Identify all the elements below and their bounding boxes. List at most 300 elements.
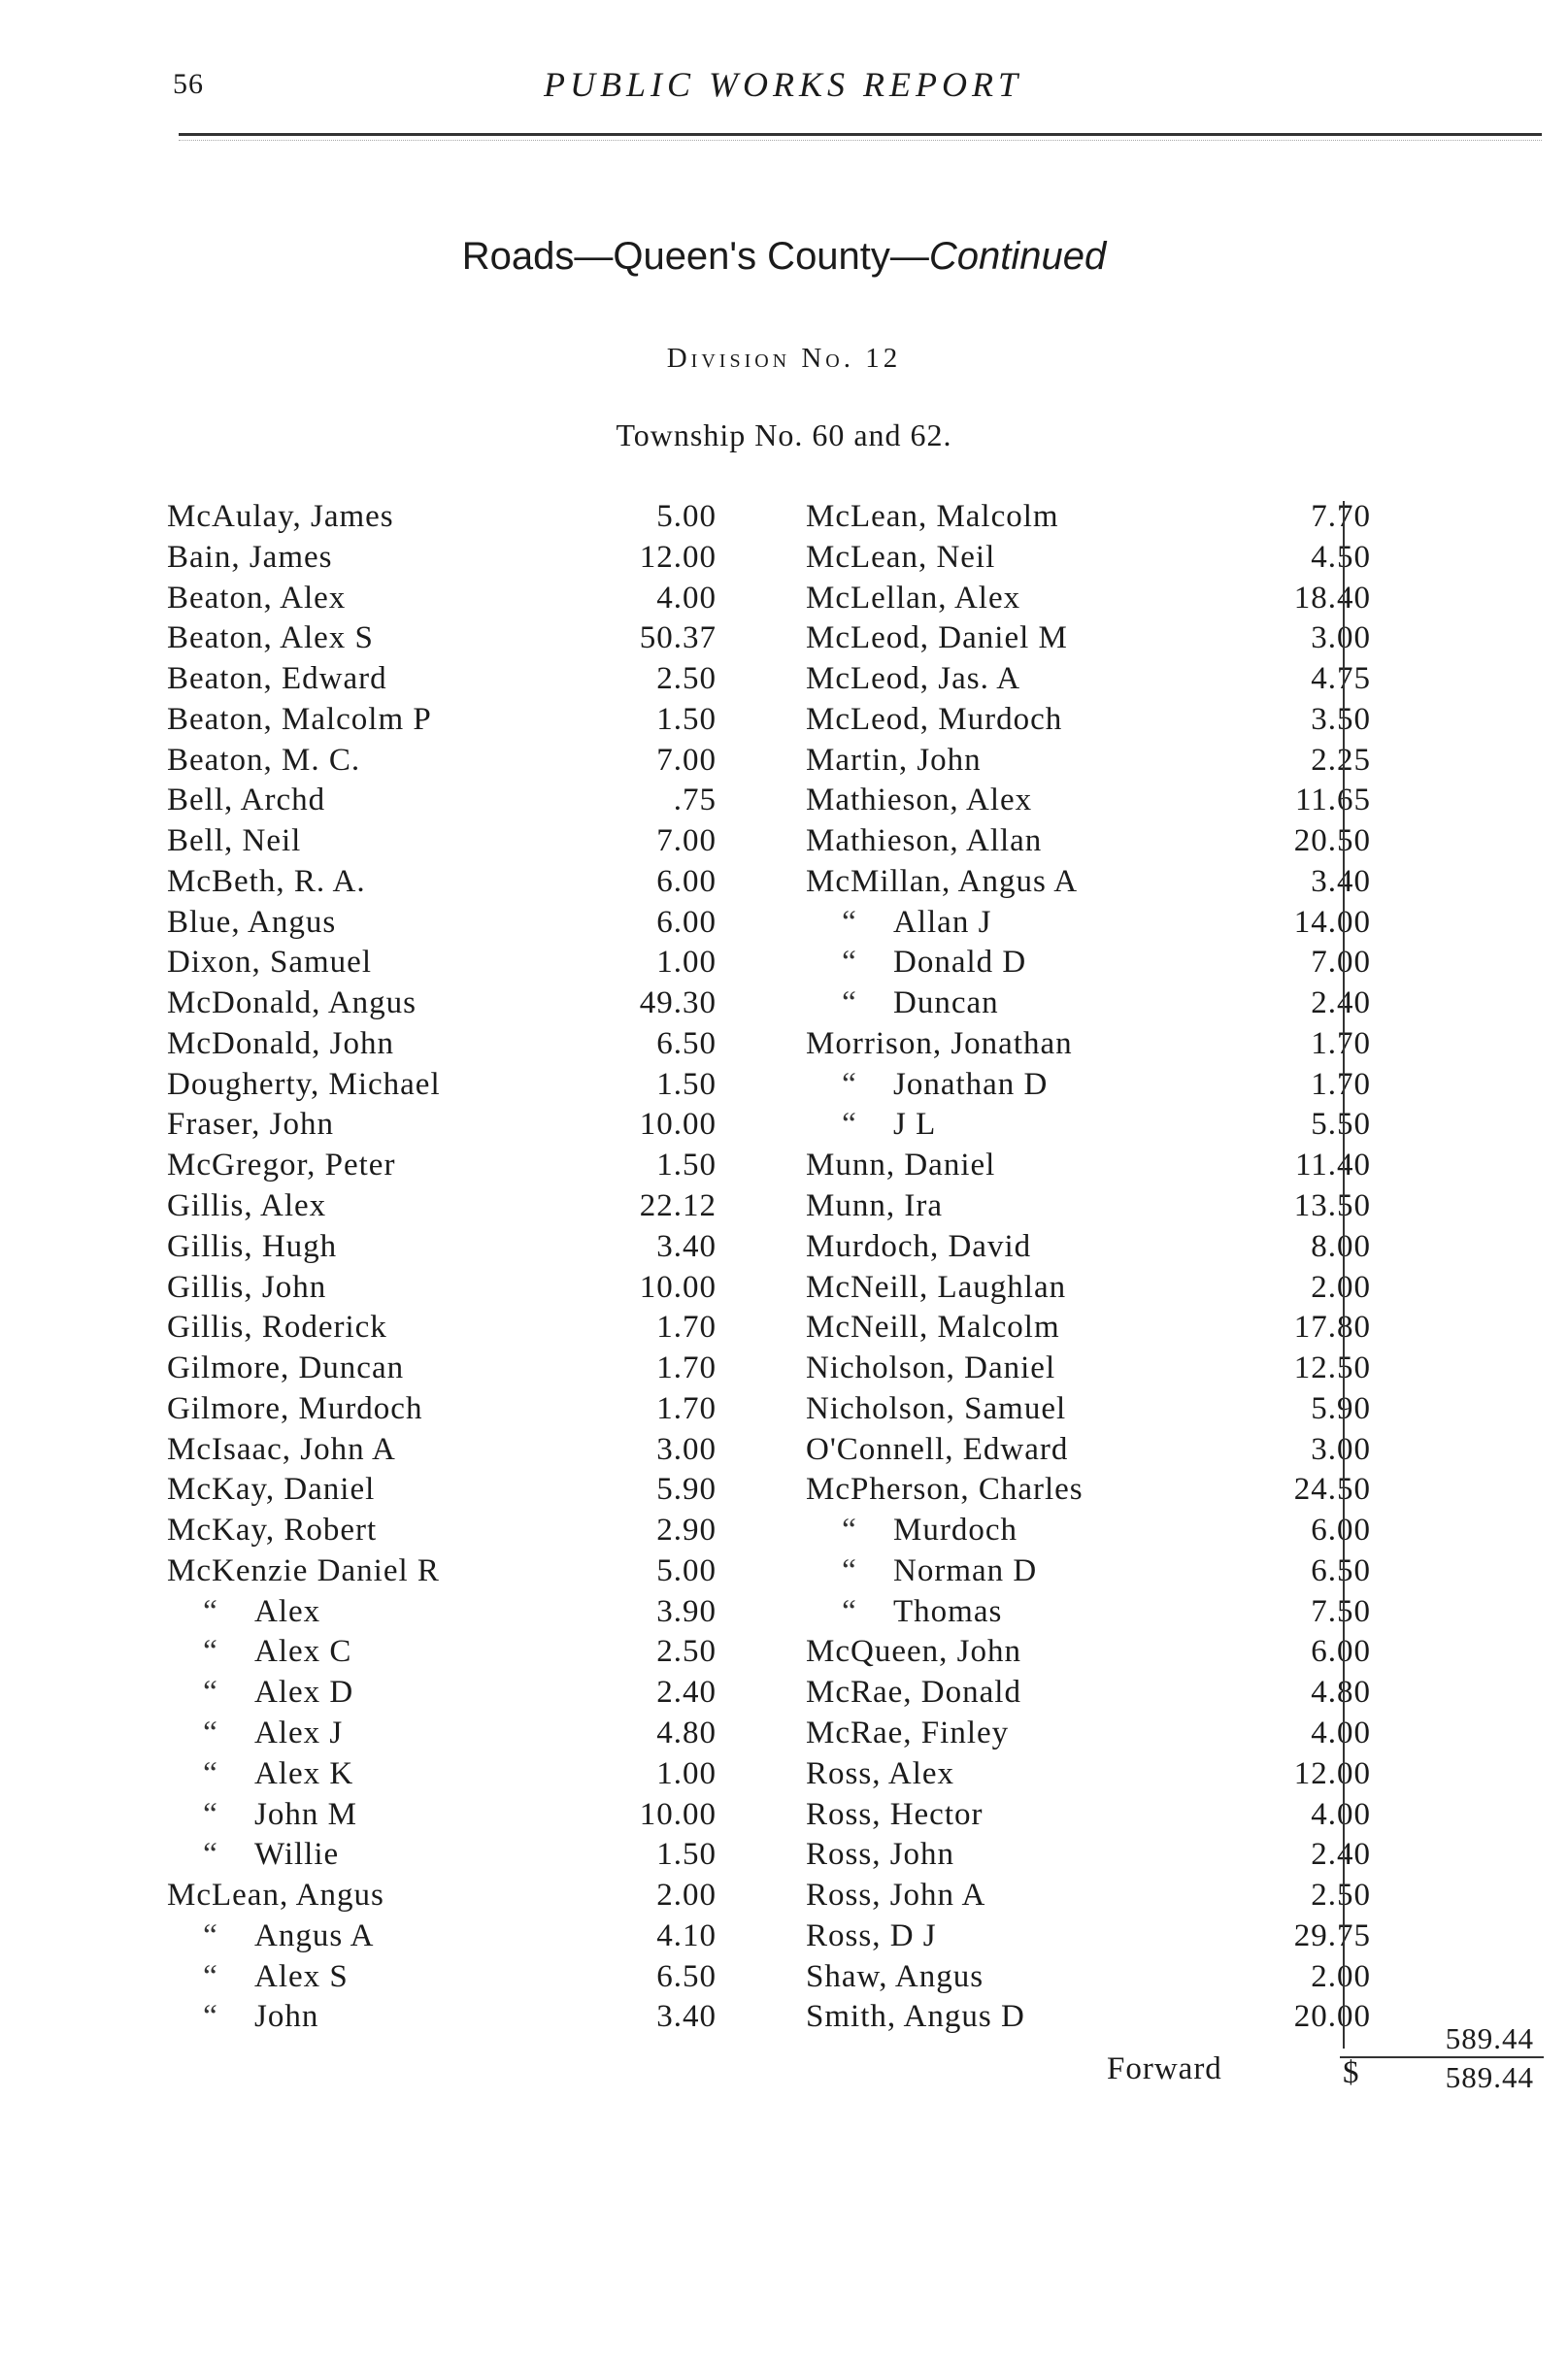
division-heading: Division No. 12 <box>666 343 902 374</box>
payment-amount: 12.00 <box>639 539 717 575</box>
payment-amount: 6.50 <box>656 1025 717 1061</box>
ledger-row <box>167 1673 717 1714</box>
payee-name-text: Beaton, M. C. <box>167 742 361 778</box>
ledger-row <box>806 1835 1371 1876</box>
payment-amount: 2.50 <box>1311 1878 1371 1914</box>
payment-amount: 4.75 <box>1311 661 1371 697</box>
currency-symbol: $ <box>1343 2055 1359 2090</box>
payee-name-text: Blue, Angus <box>167 904 337 940</box>
payee-name-text: Jonathan D <box>893 1066 1049 1102</box>
payee-name-text: Shaw, Angus <box>806 1958 984 1994</box>
payee-name <box>167 579 346 619</box>
section-title <box>0 235 1568 279</box>
ledger-row <box>167 1916 717 1957</box>
payee-name <box>806 1349 1055 1389</box>
payment-amount: .75 <box>673 783 717 818</box>
payment-amount: 1.50 <box>656 701 717 737</box>
payee-name-text: McDonald, Angus <box>167 985 417 1021</box>
payee-name <box>167 943 372 983</box>
payment-amount: 6.00 <box>1311 1513 1371 1549</box>
payment-amount: 11.40 <box>1294 1148 1371 1183</box>
payee-name-text: McLeod, Daniel M <box>806 620 1068 656</box>
amount-column-rule <box>1343 501 1345 2049</box>
payment-amount: 3.00 <box>1311 1431 1371 1467</box>
payment-amount: 6.50 <box>656 1958 717 1994</box>
payment-amount: 18.40 <box>1293 580 1371 616</box>
payee-name <box>167 1268 326 1309</box>
payee-name <box>806 700 1062 741</box>
payee-name-text: Bell, Archd <box>167 783 326 818</box>
payee-name-text: Beaton, Alex <box>167 580 347 616</box>
ledger-row <box>806 618 1371 659</box>
ledger-row <box>806 1511 1371 1551</box>
payee-name <box>167 1795 357 1836</box>
ledger-row <box>806 781 1371 821</box>
ledger-row <box>167 618 717 659</box>
ledger-row <box>806 943 1371 983</box>
payee-name-text: Beaton, Alex S <box>167 620 374 656</box>
payee-name-text: McLean, Neil <box>806 539 996 575</box>
payee-name-text: Donald D <box>893 945 1027 981</box>
ledger-row <box>167 1957 717 1998</box>
payee-name-text: Dixon, Samuel <box>167 945 372 981</box>
payee-name <box>806 1105 936 1146</box>
payee-name <box>806 741 982 782</box>
ledger-row <box>806 741 1371 782</box>
payment-amount: 1.50 <box>656 1837 717 1873</box>
ledger-row <box>167 579 717 619</box>
payment-amount: 4.80 <box>1311 1675 1371 1711</box>
ledger-row <box>806 1754 1371 1795</box>
payee-name-text: Gilmore, Duncan <box>167 1350 405 1386</box>
payee-name <box>806 1511 1018 1551</box>
ledger-row <box>167 659 717 700</box>
payment-amount: 1.00 <box>656 1755 717 1791</box>
payee-name <box>806 618 1068 659</box>
payee-name-text: Mathieson, Allan <box>806 823 1043 859</box>
payee-name <box>806 1673 1021 1714</box>
payee-name-text: Fraser, John <box>167 1107 334 1143</box>
payee-name-text: Murdoch <box>893 1513 1018 1549</box>
ledger-row <box>806 579 1371 619</box>
payee-name-text: Beaton, Edward <box>167 661 387 697</box>
payment-amount: 6.00 <box>656 904 717 940</box>
payee-name-text: Alex D <box>254 1675 354 1711</box>
left-column <box>167 497 717 2038</box>
ledger-row <box>806 1349 1371 1389</box>
forward-amount: 589.44 <box>1445 2060 1534 2094</box>
ditto-mark: “ <box>203 1755 218 1791</box>
payment-amount: 2.50 <box>656 1634 717 1670</box>
payment-amount: 5.90 <box>656 1472 717 1508</box>
payment-amount: 3.40 <box>1311 863 1371 899</box>
forward-label: Forward <box>1107 2051 1222 2086</box>
payee-name-text: McGregor, Peter <box>167 1148 396 1183</box>
ditto-mark: “ <box>842 945 857 981</box>
payee-name-text: McBeth, R. A. <box>167 863 366 899</box>
payment-amount: 10.00 <box>639 1796 717 1832</box>
total-rule <box>1340 2056 1544 2058</box>
payment-amount: 2.00 <box>656 1878 717 1914</box>
payee-name <box>167 741 360 782</box>
ledger-row <box>167 1835 717 1876</box>
ledger-row <box>806 1876 1371 1916</box>
payment-amount: 3.40 <box>656 1999 717 2035</box>
payee-name <box>806 1389 1066 1430</box>
payment-amount: 6.50 <box>1311 1552 1371 1588</box>
payment-amount: 6.00 <box>656 863 717 899</box>
payee-name <box>167 781 325 821</box>
payee-name <box>167 821 301 862</box>
ledger-row <box>806 1146 1371 1186</box>
payee-name <box>806 1632 1021 1673</box>
ledger-row <box>806 1632 1371 1673</box>
payee-name-text: Ross, John A <box>806 1878 986 1914</box>
payment-amount: 7.70 <box>1311 499 1371 534</box>
ledger-row <box>167 1795 717 1836</box>
ledger-row <box>806 1389 1371 1430</box>
ditto-mark: “ <box>842 1107 857 1143</box>
payee-name <box>167 1551 440 1592</box>
ledger-row <box>806 1916 1371 1957</box>
payee-name-text: John <box>254 1999 319 2035</box>
ledger-row <box>167 983 717 1024</box>
payee-name-text: Martin, John <box>806 742 982 778</box>
section-title-main: Roads—Queen's County— <box>461 235 929 278</box>
ledger-row <box>806 1551 1371 1592</box>
payee-name <box>806 1957 984 1998</box>
payee-name <box>167 1227 337 1268</box>
payee-name <box>167 1632 351 1673</box>
ledger-row <box>167 1714 717 1754</box>
ditto-mark: “ <box>203 1715 218 1750</box>
ditto-mark: “ <box>842 904 857 940</box>
payment-amount: 4.10 <box>656 1917 717 1953</box>
payment-amount: 1.70 <box>656 1390 717 1426</box>
ledger-row <box>167 1227 717 1268</box>
payee-name-text: Gillis, Hugh <box>167 1228 338 1264</box>
right-column <box>806 497 1371 2038</box>
payee-name-text: Dougherty, Michael <box>167 1066 441 1102</box>
ditto-mark: “ <box>203 1593 218 1629</box>
payment-amount: 1.50 <box>656 1148 717 1183</box>
payment-amount: 20.00 <box>1293 1999 1371 2035</box>
payee-name <box>806 1795 983 1836</box>
ledger-row <box>167 1146 717 1186</box>
ditto-mark: “ <box>842 1552 857 1588</box>
payee-name-text: Thomas <box>893 1593 1003 1629</box>
payee-name-text: McLeod, Murdoch <box>806 701 1063 737</box>
ditto-mark: “ <box>842 1593 857 1629</box>
ledger-row <box>167 1186 717 1227</box>
ditto-mark: “ <box>203 1796 218 1832</box>
ledger-row <box>806 1592 1371 1633</box>
payment-amount: 49.30 <box>639 985 717 1021</box>
ledger-row <box>167 862 717 903</box>
payee-name <box>167 1430 396 1471</box>
payee-name-text: Gillis, Alex <box>167 1188 327 1224</box>
payee-name-text: Alex S <box>254 1958 349 1994</box>
running-head: PUBLIC WORKS REPORT <box>544 65 1022 104</box>
ledger-row <box>167 1024 717 1065</box>
payee-name-text: Willie <box>254 1837 340 1873</box>
ledger-row <box>806 1795 1371 1836</box>
payee-name <box>167 1470 375 1511</box>
ledger-row <box>806 538 1371 579</box>
payee-name <box>806 821 1042 862</box>
payment-amount: 1.70 <box>1311 1025 1371 1061</box>
ledger-row <box>167 1065 717 1106</box>
payee-name <box>806 1065 1048 1106</box>
payee-name <box>806 943 1026 983</box>
payee-name <box>167 1065 441 1106</box>
payee-name <box>806 903 991 944</box>
payment-amount: 1.70 <box>1311 1066 1371 1102</box>
ledger-row <box>167 781 717 821</box>
ledger-row <box>806 1105 1371 1146</box>
ledger-row <box>806 1268 1371 1309</box>
payee-name <box>806 1268 1066 1309</box>
payee-name <box>167 1957 349 1998</box>
payment-amount: 50.37 <box>639 620 717 656</box>
payee-name <box>806 1024 1073 1065</box>
ledger-row <box>167 1632 717 1673</box>
ledger-row <box>167 538 717 579</box>
ledger-row <box>806 1470 1371 1511</box>
payee-name <box>806 538 995 579</box>
payment-amount: 2.40 <box>656 1675 717 1711</box>
ledger-row <box>806 1714 1371 1754</box>
payment-amount: 4.00 <box>1311 1715 1371 1750</box>
ledger-row <box>167 903 717 944</box>
ledger-row <box>167 943 717 983</box>
payment-amount: 12.00 <box>1293 1755 1371 1791</box>
payee-name-text: O'Connell, Edward <box>806 1431 1069 1467</box>
ledger-row <box>167 1511 717 1551</box>
payee-name <box>806 497 1059 538</box>
payee-name <box>806 1227 1031 1268</box>
payment-amount: 1.00 <box>656 945 717 981</box>
ledger-row <box>806 659 1371 700</box>
payee-name <box>167 538 332 579</box>
ledger-row <box>806 983 1371 1024</box>
payee-name <box>806 781 1032 821</box>
payee-name-text: Murdoch, David <box>806 1228 1032 1264</box>
payee-name <box>167 497 394 538</box>
payment-amount: 3.50 <box>1311 701 1371 737</box>
payee-name <box>806 579 1020 619</box>
payee-name-text: McRae, Donald <box>806 1675 1021 1711</box>
payee-name-text: McKay, Daniel <box>167 1472 376 1508</box>
header-rule <box>179 133 1542 136</box>
ditto-mark: “ <box>203 1958 218 1994</box>
payee-name-text: Bell, Neil <box>167 823 302 859</box>
ditto-mark: “ <box>842 1513 857 1549</box>
payee-name-text: Allan J <box>893 904 992 940</box>
column-total: 589.44 <box>1445 2021 1534 2055</box>
ledger-row <box>167 821 717 862</box>
ditto-mark: “ <box>203 1999 218 2035</box>
payee-name-text: Ross, Hector <box>806 1796 984 1832</box>
ledger-row <box>167 1551 717 1592</box>
payment-amount: 29.75 <box>1293 1917 1371 1953</box>
payee-name-text: Mathieson, Alex <box>806 783 1033 818</box>
ledger-row <box>167 741 717 782</box>
payment-amount: 3.00 <box>1311 620 1371 656</box>
payment-amount: 13.50 <box>1293 1188 1371 1224</box>
payment-amount: 4.80 <box>656 1715 717 1750</box>
payee-name <box>806 1551 1037 1592</box>
payee-name <box>806 1146 995 1186</box>
payee-name-text: Alex <box>254 1593 321 1629</box>
payee-name <box>806 862 1078 903</box>
payee-name <box>167 1754 353 1795</box>
payment-amount: 2.25 <box>1311 742 1371 778</box>
payee-name <box>806 1186 943 1227</box>
payment-amount: 1.70 <box>656 1310 717 1346</box>
payee-name-text: Gilmore, Murdoch <box>167 1390 423 1426</box>
payee-name <box>806 659 1020 700</box>
ledger-row <box>167 1470 717 1511</box>
payee-name-text: McIsaac, John A <box>167 1431 396 1467</box>
ledger-row <box>806 497 1371 538</box>
payment-amount: 2.00 <box>1311 1269 1371 1305</box>
payee-name <box>167 1024 394 1065</box>
payment-amount: 7.00 <box>656 742 717 778</box>
ditto-mark: “ <box>203 1634 218 1670</box>
payee-name-text: McRae, Finley <box>806 1715 1010 1750</box>
payment-amount: 5.50 <box>1311 1107 1371 1143</box>
payee-name <box>167 1876 384 1916</box>
ledger-row <box>806 700 1371 741</box>
ledger-row <box>806 821 1371 862</box>
ledger-row <box>167 1389 717 1430</box>
ledger-row <box>806 1997 1371 2038</box>
payment-amount: 5.90 <box>1311 1390 1371 1426</box>
payee-name <box>167 1714 343 1754</box>
ledger-row <box>806 1430 1371 1471</box>
payment-amount: 2.40 <box>1311 1837 1371 1873</box>
payment-amount: 11.65 <box>1294 783 1371 818</box>
payee-name <box>167 659 387 700</box>
payee-name-text: Morrison, Jonathan <box>806 1025 1073 1061</box>
ledger-row <box>806 1024 1371 1065</box>
payee-name <box>167 862 366 903</box>
ledger-row <box>806 1957 1371 1998</box>
payee-name <box>167 1186 326 1227</box>
ledger-row <box>806 1308 1371 1349</box>
ledger-row <box>167 1268 717 1309</box>
payment-amount: 2.90 <box>656 1513 717 1549</box>
payee-name <box>167 1997 318 2038</box>
township-heading: Township No. 60 and 62. <box>616 417 952 452</box>
ditto-mark: “ <box>842 985 857 1021</box>
ledger-row <box>167 1308 717 1349</box>
payment-amount: 10.00 <box>639 1107 717 1143</box>
payment-amount: 5.00 <box>656 1552 717 1588</box>
payment-amount: 7.00 <box>656 823 717 859</box>
ledger-row <box>167 700 717 741</box>
ledger-row <box>167 1592 717 1633</box>
payment-amount: 1.50 <box>656 1066 717 1102</box>
payee-name <box>167 1105 334 1146</box>
ledger-row <box>806 1227 1371 1268</box>
payee-name <box>806 1876 985 1916</box>
payee-name-text: McKenzie Daniel R <box>167 1552 440 1588</box>
payee-name-text: Munn, Ira <box>806 1188 943 1224</box>
payee-name-text: J L <box>893 1107 937 1143</box>
payee-name <box>806 1714 1009 1754</box>
payee-name-text: Nicholson, Daniel <box>806 1350 1056 1386</box>
payee-name <box>167 1308 387 1349</box>
payee-name <box>806 1997 1025 2038</box>
payee-name <box>806 1835 954 1876</box>
ledger-row <box>167 497 717 538</box>
section-title-continued: Continued <box>928 235 1107 278</box>
payee-name-text: McLean, Angus <box>167 1878 384 1914</box>
payee-name-text: Ross, John <box>806 1837 955 1873</box>
payee-name <box>806 1430 1068 1471</box>
payee-name <box>167 618 374 659</box>
payee-name-text: McPherson, Charles <box>806 1472 1084 1508</box>
ditto-mark: “ <box>842 1066 857 1102</box>
payee-name <box>167 1349 404 1389</box>
payee-name-text: Bain, James <box>167 539 333 575</box>
payment-amount: 3.40 <box>656 1228 717 1264</box>
payee-name <box>806 1308 1060 1349</box>
payee-name <box>806 983 999 1024</box>
payment-amount: 2.00 <box>1311 1958 1371 1994</box>
payment-amount: 4.50 <box>1311 539 1371 575</box>
payee-name-text: Ross, D J <box>806 1917 937 1953</box>
payee-name <box>167 700 432 741</box>
payee-name-text: Ross, Alex <box>806 1755 955 1791</box>
payee-name-text: Alex J <box>254 1715 344 1750</box>
payee-name-text: Norman D <box>893 1552 1038 1588</box>
payee-name-text: Gillis, John <box>167 1269 327 1305</box>
ledger-row <box>806 903 1371 944</box>
payment-amount: 4.00 <box>656 580 717 616</box>
payee-name <box>167 1835 339 1876</box>
payment-amount: 1.70 <box>656 1350 717 1386</box>
payment-amount: 2.50 <box>656 661 717 697</box>
payee-name-text: McLellan, Alex <box>806 580 1021 616</box>
payee-name-text: Nicholson, Samuel <box>806 1390 1067 1426</box>
payee-name-text: John M <box>254 1796 357 1832</box>
payment-amount: 5.00 <box>656 499 717 534</box>
ledger-row <box>806 862 1371 903</box>
payment-amount: 10.00 <box>639 1269 717 1305</box>
payee-name <box>806 1754 954 1795</box>
ledger-row <box>167 1754 717 1795</box>
ledger-row <box>167 1997 717 2038</box>
payee-name-text: McKay, Robert <box>167 1513 378 1549</box>
payee-name-text: Duncan <box>893 985 999 1021</box>
header-rule-dotted <box>179 140 1542 141</box>
payee-name <box>167 1511 377 1551</box>
ledger-row <box>167 1876 717 1916</box>
payment-amount: 4.00 <box>1311 1796 1371 1832</box>
ledger-row <box>806 1065 1371 1106</box>
payee-name-text: McQueen, John <box>806 1634 1021 1670</box>
payee-name-text: McLean, Malcolm <box>806 499 1059 534</box>
payee-name <box>167 1389 422 1430</box>
ditto-mark: “ <box>203 1675 218 1711</box>
payee-name-text: Angus A <box>254 1917 375 1953</box>
payee-name <box>167 1146 395 1186</box>
payee-name <box>167 983 417 1024</box>
ledger-row <box>167 1349 717 1389</box>
